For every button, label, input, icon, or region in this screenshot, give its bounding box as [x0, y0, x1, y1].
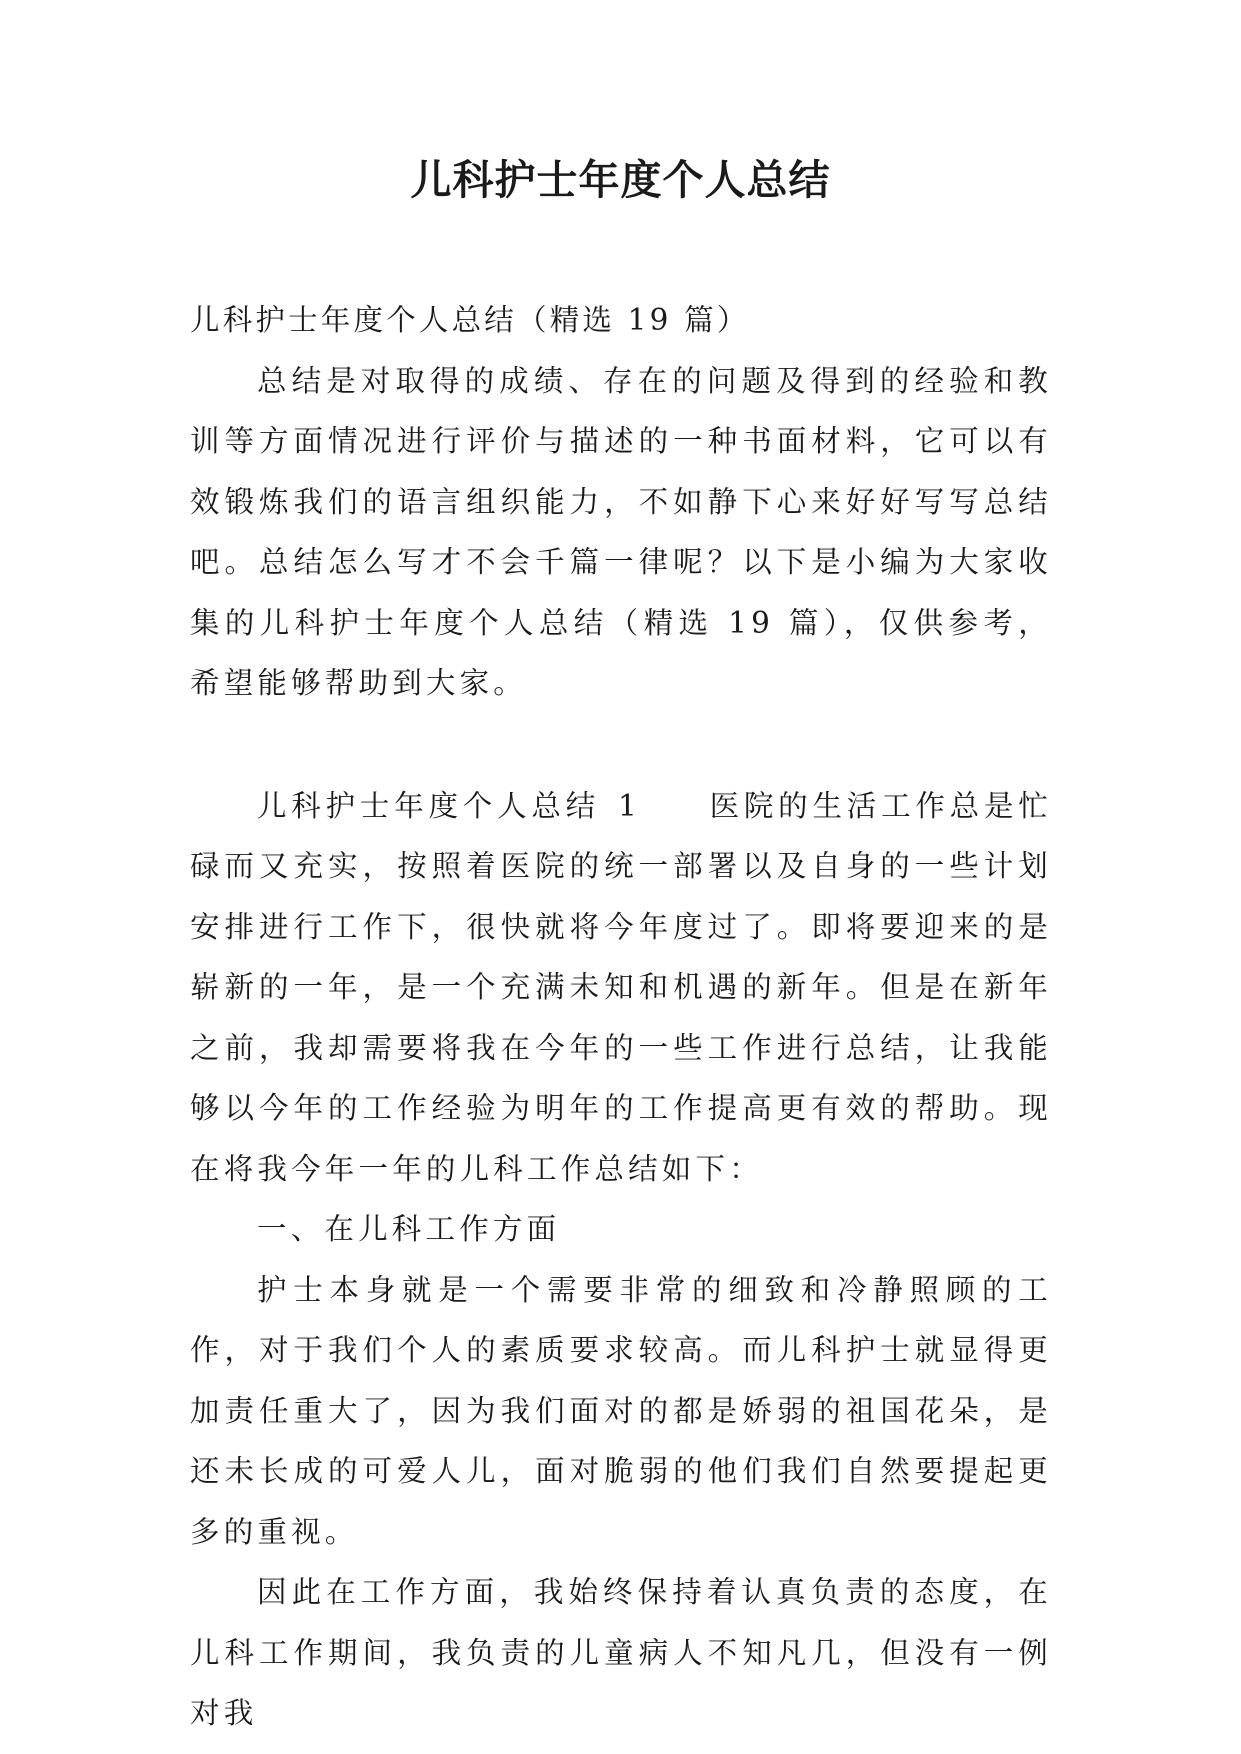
- document-subtitle: 儿科护士年度个人总结（精选 19 篇）: [190, 303, 750, 337]
- paragraph-spacer: [190, 714, 1052, 776]
- section-1-text: 医院的生活工作总是忙碌而又充实，按照着医院的统一部署以及自身的一些计划安排进行工作下，很快就将今年度过了。即将要迎来的是崭新的一年，是一个充满未知和机遇的新年。但是在新年之前，我却需要将我在今年的一些工作进行总结，让我能够以今年的工作经验为明年的工作提高更有效的帮助。现在将我今年一年的儿科工作总结如下：: [190, 788, 1052, 1186]
- section-1-paragraph: [190, 776, 1052, 1200]
- section-1-heading: 儿科护士年度个人总结: [257, 788, 600, 823]
- body-paragraph-2: 因此在工作方面，我始终保持着认真负责的态度，在儿科工作期间，我负责的儿童病人不知凡几，但没有一例对我: [190, 1575, 1052, 1730]
- section-1-number: 1: [618, 788, 641, 823]
- document-title: 儿科护士年度个人总结: [410, 156, 831, 204]
- body-paragraph-1: 护士本身就是一个需要非常的细致和冷静照顾的工作，对于我们个人的素质要求较高。而儿科护士就显得更加责任重大了，因为我们面对的都是娇弱的祖国花朵，是还未长成的可爱人儿，面对脆弱的他们我们自然要提起更多的重视。: [190, 1272, 1052, 1549]
- intro-paragraph: 总结是对取得的成绩、存在的问题及得到的经验和教训等方面情况进行评价与描述的一种书面材料，它可以有效锻炼我们的语言组织能力，不如静下心来好好写写总结吧。总结怎么写才不会千篇一律呢？以下是小编为大家收集的儿科护士年度个人总结（精选 19 篇），仅供参考，希望能够帮助到大家。: [190, 363, 1052, 700]
- subheading-1: 一、在儿科工作方面: [257, 1212, 561, 1246]
- document-body: [190, 290, 1052, 1744]
